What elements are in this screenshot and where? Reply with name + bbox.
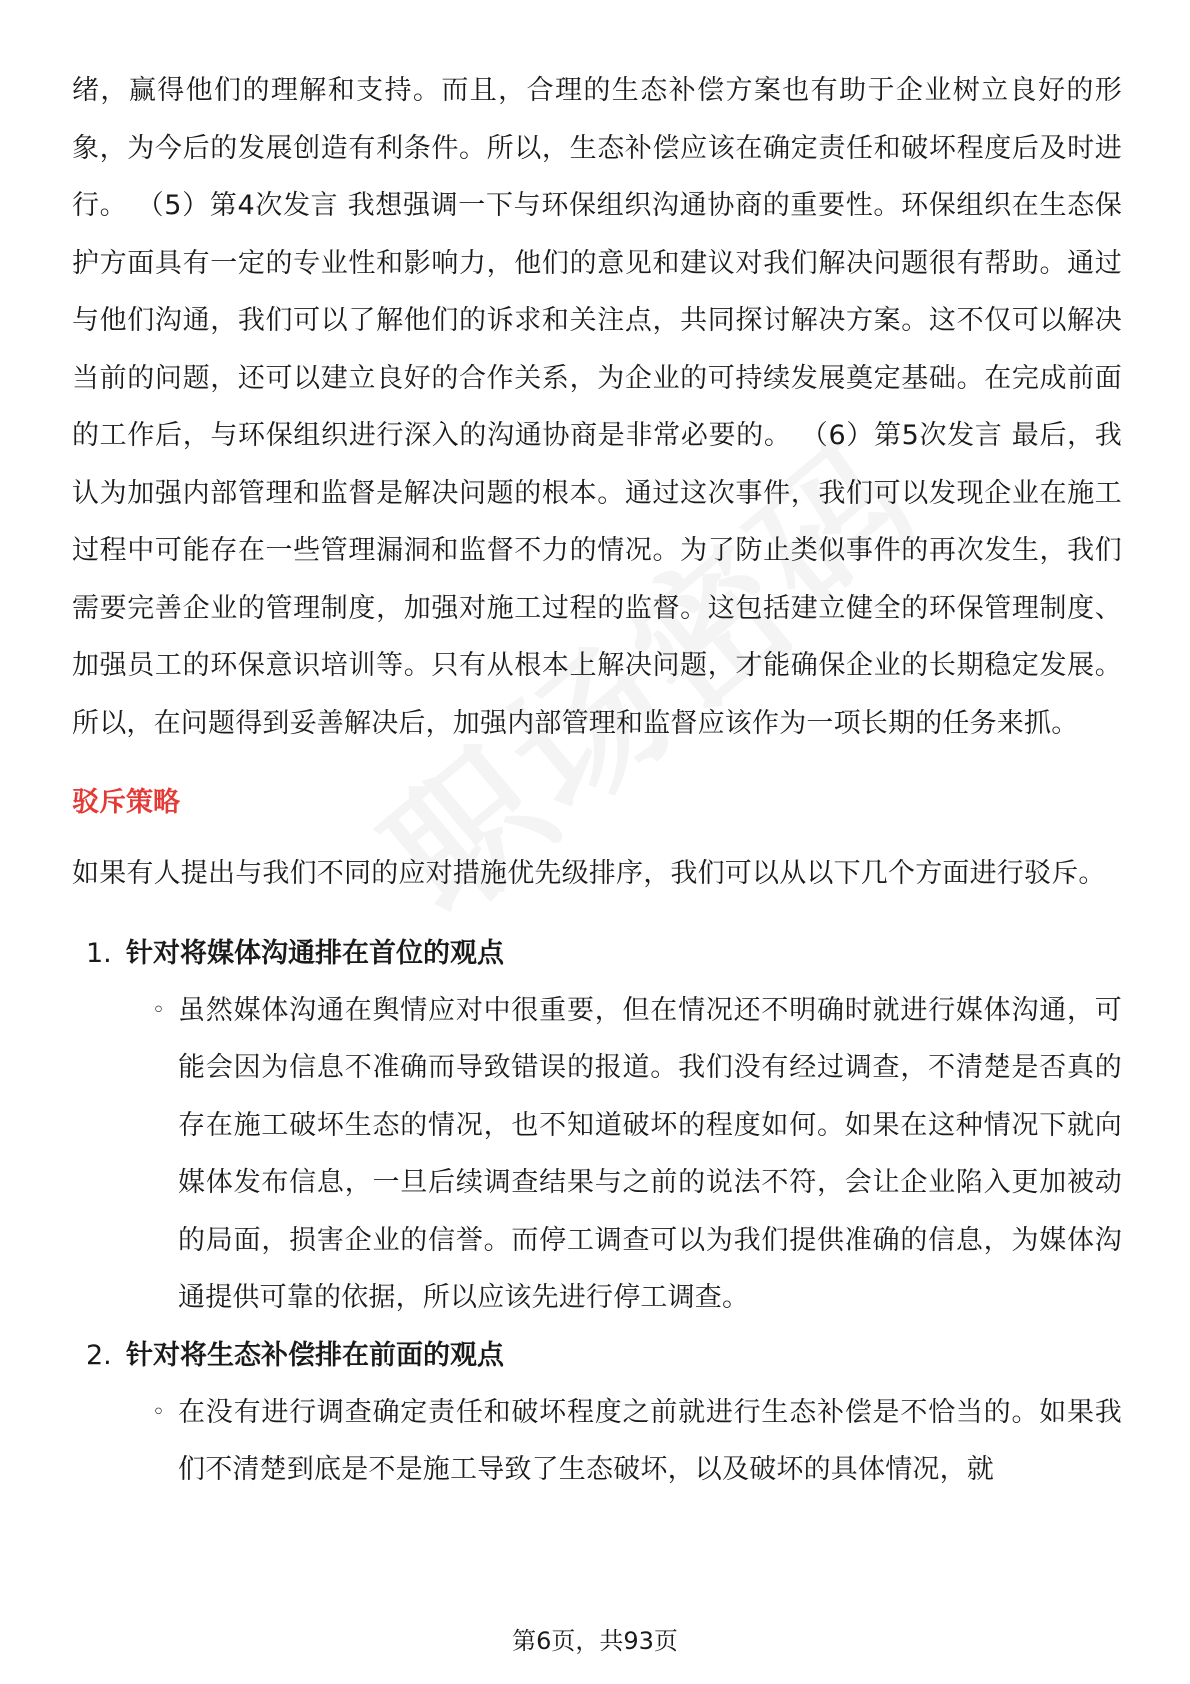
page-footer: 第6页，共93页 bbox=[512, 1627, 678, 1655]
sub-item-text: 虽然媒体沟通在舆情应对中很重要，但在情况还不明确时就进行媒体沟通，可能会因为信息不准确而导致错误的报道。我们没有经过调查，不清楚是否真的存在施工破坏生态的情况，也不知道破坏的程度如何。如果在这种情况下就向媒体发布信息，一旦后续调查结果与之前的说法不符，会让企业陷入更加被动的局面，损害企业的信誉。而停工调查可以为我们提供准确的信息，为媒体沟通提供可靠的依据，所以应该先进行停工调查。 bbox=[178, 994, 1122, 1313]
item-number: 1. bbox=[86, 937, 112, 969]
list-item bbox=[72, 925, 1122, 1327]
bullet-icon: ◦ bbox=[152, 997, 166, 1023]
item-title-text: 针对将媒体沟通排在首位的观点 bbox=[126, 937, 504, 969]
sub-list bbox=[72, 982, 1122, 1327]
sub-list-item bbox=[152, 1384, 1122, 1499]
body-paragraph: 绪，赢得他们的理解和支持。而且，合理的生态补偿方案也有助于企业树立良好的形象，为今后的发展创造有利条件。所以，生态补偿应该在确定责任和破坏程度后及时进行。 （5）第4次发言 我想强调一下与环保组织沟通协商的重要性。环保组织在生态保护方面具有一定的专业性和影响力，他们的意见和建议对我们解决问题很有帮助。通过与他们沟通，我们可以了解他们的诉求和关注点，共同探讨解决方案。这不仅可以解决当前的问题，还可以建立良好的合作关系，为企业的可持续发展奠定基础。在完成前面的工作后，与环保组织进行深入的沟通协商是非常必要的。 （6）第5次发言 最后，我认为加强内部管理和监督是解决问题的根本。通过这次事件，我们可以发现企业在施工过程中可能存在一些管理漏洞和监督不力的情况。为了防止类似事件的再次发生，我们需要完善企业的管理制度，加强对施工过程的监督。这包括建立健全的环保管理制度、加强员工的环保意识培训等。只有从根本上解决问题，才能确保企业的长期稳定发展。所以，在问题得到妥善解决后，加强内部管理和监督应该作为一项长期的任务来抓。 bbox=[72, 75, 1122, 739]
item-title bbox=[72, 1327, 1122, 1384]
section-intro: 如果有人提出与我们不同的应对措施优先级排序，我们可以从以下几个方面进行驳斥。 bbox=[72, 858, 1106, 889]
sub-item-text: 在没有进行调查确定责任和破坏程度之前就进行生态补偿是不恰当的。如果我们不清楚到底是不是施工导致了生态破坏，以及破坏的具体情况，就 bbox=[178, 1396, 1122, 1485]
document-content bbox=[72, 62, 1122, 1499]
item-title bbox=[72, 925, 1122, 982]
item-number: 2. bbox=[86, 1339, 112, 1371]
list-item bbox=[72, 1327, 1122, 1499]
sub-list-item bbox=[152, 982, 1122, 1327]
strategy-list bbox=[72, 925, 1122, 1499]
sub-list bbox=[72, 1384, 1122, 1499]
section-heading: 驳斥策略 bbox=[72, 787, 180, 818]
item-title-text: 针对将生态补偿排在前面的观点 bbox=[126, 1339, 504, 1371]
bullet-icon: ◦ bbox=[152, 1399, 166, 1425]
